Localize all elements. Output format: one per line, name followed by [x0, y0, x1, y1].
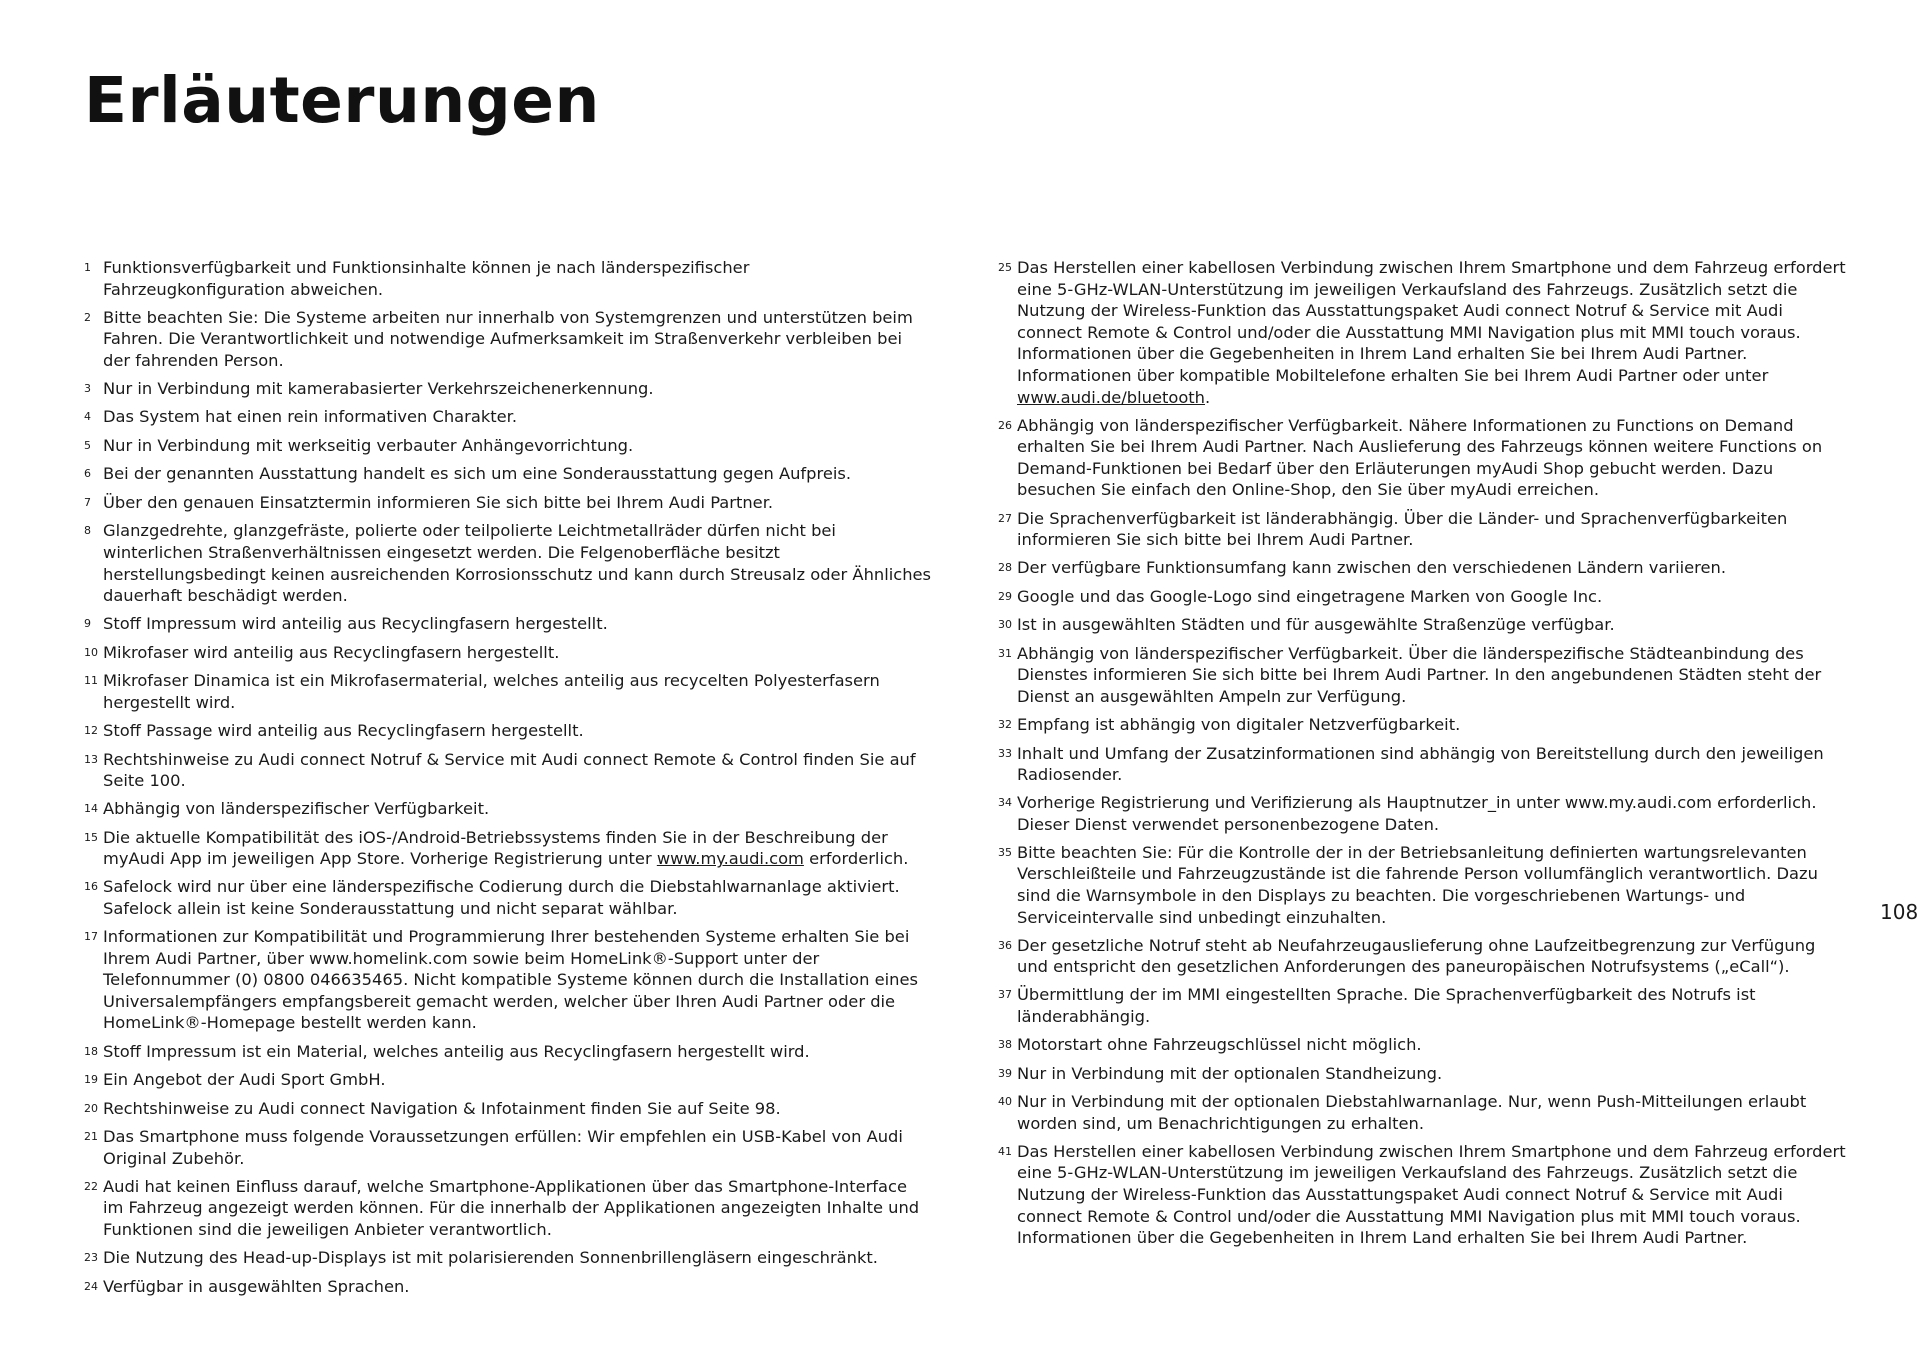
- footnote-text: [1017, 1063, 1850, 1085]
- footnote-item: [84, 642, 932, 664]
- footnote-text: [103, 1247, 932, 1269]
- footnote-item: [998, 586, 1850, 608]
- footnote-number: 31: [998, 646, 1012, 660]
- footnote-number: 7: [84, 495, 91, 509]
- footnote-body: Motorstart ohne Fahrzeugschlüssel nicht möglich.: [1017, 1035, 1422, 1055]
- footnote-item: [84, 1276, 932, 1298]
- footnote-text: [1017, 842, 1850, 928]
- footnote-number: 21: [84, 1130, 98, 1144]
- notes-column-right: [998, 257, 1850, 1255]
- footnote-text: [103, 378, 932, 400]
- page-title: Erläuterungen: [84, 64, 600, 137]
- footnote-item: [84, 463, 932, 485]
- footnote-item: [998, 984, 1850, 1027]
- footnote-item: [84, 492, 932, 514]
- footnote-number: 40: [998, 1095, 1012, 1109]
- footnote-body: Der gesetzliche Notruf steht ab Neufahrzeugauslieferung ohne Laufzeitbegrenzung zur Verfügung und entspricht den gesetzlichen Anforderungen des paneuropäischen Notrufsystems („eCall“).: [1017, 935, 1816, 977]
- footnote-link[interactable]: www.my.audi.com: [656, 849, 804, 869]
- footnote-item: [998, 714, 1850, 736]
- footnote-item: [998, 1141, 1850, 1249]
- footnote-text: [103, 307, 932, 372]
- footnote-item: [84, 1126, 932, 1169]
- footnote-body: Safelock wird nur über eine länderspezifische Codierung durch die Diebstahlwarnanlage aktiviert. Safelock allein ist keine Sonderausstattung und nicht separat wählbar.: [103, 877, 900, 918]
- footnote-item: [84, 307, 932, 372]
- footnote-item: [998, 792, 1850, 835]
- footnote-item: [998, 1063, 1850, 1085]
- footnote-number: 37: [998, 988, 1012, 1002]
- footnote-number: 20: [84, 1101, 98, 1115]
- footnote-body: Ist in ausgewählten Städten und für ausgewählte Straßenzüge verfügbar.: [1017, 615, 1615, 635]
- footnote-body: Abhängig von länderspezifischer Verfügbarkeit. Über die länderspezifische Städteanbindung des Dienstes informieren Sie sich bitte bei Ihrem Audi Partner. In den angebundenen Städten steht der Dienst an ausgewählten Ampeln zur Verfügung.: [1017, 643, 1822, 706]
- footnote-body: Stoff Passage wird anteilig aus Recyclingfasern hergestellt.: [103, 721, 584, 741]
- footnote-number: 38: [998, 1038, 1012, 1052]
- footnote-number: 32: [998, 718, 1012, 731]
- footnote-item: [998, 643, 1850, 708]
- footnote-number: 15: [84, 830, 98, 844]
- footnote-number: 4: [84, 410, 91, 424]
- footnote-item: [998, 257, 1850, 408]
- footnote-text: [1017, 792, 1850, 835]
- footnote-number: 3: [84, 381, 91, 395]
- footnote-text: [103, 642, 932, 664]
- footnote-number: 34: [998, 796, 1012, 810]
- footnote-number: 39: [998, 1066, 1012, 1080]
- footnote-number: 23: [84, 1251, 98, 1265]
- footnote-number: 41: [998, 1144, 1012, 1158]
- footnote-text: [1017, 1034, 1850, 1056]
- footnote-body: Informationen zur Kompatibilität und Programmierung Ihrer bestehenden Systeme erhalten Sie bei Ihrem Audi Partner, über www.homelink.com sowie beim HomeLink®-Support unter der Telefonnummer (0) 0800 046635465. Nicht kompatible Systeme können durch die Installation eines Universalempfängers empfangsbereit gemacht werden, welcher über Ihren Audi Partner oder die HomeLink®-Homepage bestellt werden kann.: [103, 927, 918, 1033]
- footnote-body: Vorherige Registrierung und Verifizierung als Hauptnutzer_in unter www.my.audi.com erforderlich. Dieser Dienst verwendet personenbezogene Daten.: [1017, 793, 1817, 834]
- footnote-text: [1017, 643, 1850, 708]
- footnote-text: [103, 827, 932, 870]
- footnote-text: [103, 749, 932, 792]
- footnote-number: 35: [998, 845, 1012, 859]
- footnote-link[interactable]: www.audi.de/bluetooth: [1017, 387, 1205, 407]
- footnote-body: Das Herstellen einer kabellosen Verbindung zwischen Ihrem Smartphone und dem Fahrzeug erfordert eine 5-GHz-WLAN-Unterstützung im jeweiligen Verkaufsland des Fahrzeugs. Zusätzlich setzt die Nutzung der Wireless-Funktion das Ausstattungspaket Audi connect Notruf & Service mit Audi connect Remote & Control und/oder die Ausstattung MMI Navigation plus mit MMI touch voraus. Informationen über die Gegebenheiten in Ihrem Land erhalten Sie bei Ihrem Audi Partner.: [1017, 1141, 1846, 1248]
- footnote-number: 5: [84, 438, 91, 452]
- footnote-number: 16: [84, 880, 98, 894]
- footnote-text: [1017, 614, 1850, 636]
- footnote-body: Ein Angebot der Audi Sport GmbH.: [103, 1070, 386, 1090]
- footnote-body: Abhängig von länderspezifischer Verfügbarkeit.: [103, 799, 490, 819]
- footnote-number: 1: [84, 261, 91, 274]
- footnote-body: Über den genauen Einsatztermin informieren Sie sich bitte bei Ihrem Audi Partner.: [103, 492, 774, 512]
- footnote-item: [998, 508, 1850, 551]
- footnote-text: [103, 1176, 932, 1241]
- footnote-body: Nur in Verbindung mit kamerabasierter Verkehrszeichenerkennung.: [103, 378, 654, 398]
- footnote-item: [998, 557, 1850, 579]
- footnote-number: 10: [84, 645, 98, 659]
- footnote-number: 24: [84, 1279, 98, 1293]
- footnote-number: 9: [84, 617, 91, 631]
- footnote-body: Mikrofaser Dinamica ist ein Mikrofasermaterial, welches anteilig aus recycelten Polyesterfasern hergestellt wird.: [103, 671, 880, 712]
- footnote-body: Stoff Impressum ist ein Material, welches anteilig aus Recyclingfasern hergestellt wird.: [103, 1041, 810, 1061]
- footnote-item: [84, 520, 932, 606]
- footnote-text: [103, 1069, 932, 1091]
- footnote-item: [84, 257, 932, 300]
- footnote-text: [1017, 714, 1850, 736]
- footnote-number: 14: [84, 802, 98, 816]
- footnote-item: [998, 842, 1850, 928]
- footnote-item: [84, 1041, 932, 1063]
- footnote-number: 36: [998, 938, 1012, 952]
- footnote-text: [1017, 557, 1850, 579]
- footnote-body: Bei der genannten Ausstattung handelt es sich um eine Sonderausstattung gegen Aufpreis.: [103, 464, 852, 484]
- footnote-body: Das System hat einen rein informativen Charakter.: [103, 407, 518, 427]
- footnote-number: 19: [84, 1073, 98, 1087]
- footnote-text: [1017, 935, 1850, 978]
- footnote-text: [103, 876, 932, 919]
- footnote-item: [84, 1247, 932, 1269]
- footnote-number: 6: [84, 467, 91, 481]
- footnote-text: [1017, 984, 1850, 1027]
- footnote-item: [84, 749, 932, 792]
- footnote-body: Audi hat keinen Einfluss darauf, welche Smartphone-Applikationen über das Smartphone-Interface im Fahrzeug angezeigt werden können. Für die innerhalb der Applikationen angezeigten Inhalte und Funktionen sind die jeweiligen Anbieter verantwortlich.: [103, 1176, 920, 1239]
- footnote-number: 18: [84, 1044, 98, 1058]
- footnote-body: Empfang ist abhängig von digitaler Netzverfügbarkeit.: [1017, 715, 1461, 734]
- footnote-text: [103, 670, 932, 713]
- footnote-text: [1017, 586, 1850, 608]
- footnote-text: [103, 926, 932, 1034]
- footnote-body: Glanzgedrehte, glanzgefräste, polierte oder teilpolierte Leichtmetallräder dürfen nicht bei winterlichen Straßenverhältnissen eingesetzt werden. Die Felgenoberfläche besitzt herstellungsbedingt keinen ausreichenden Korrosionsschutz und kann durch Streusalz oder Ähnliches dauerhaft beschädigt werden.: [103, 521, 932, 606]
- page-number: 108: [1880, 900, 1919, 924]
- footnote-body: Inhalt und Umfang der Zusatzinformationen sind abhängig von Bereitstellung durch den jeweiligen Radiosender.: [1017, 743, 1824, 785]
- footnote-item: [84, 926, 932, 1034]
- footnote-body: Rechtshinweise zu Audi connect Notruf & Service mit Audi connect Remote & Control finden Sie auf Seite 100.: [103, 749, 916, 791]
- footnote-text: [103, 798, 932, 820]
- footnote-text: [103, 1098, 932, 1120]
- footnote-number: 28: [998, 561, 1012, 575]
- footnote-body: Google und das Google-Logo sind eingetragene Marken von Google Inc.: [1017, 586, 1603, 606]
- footnote-text: [103, 520, 932, 606]
- footnote-body: Rechtshinweise zu Audi connect Navigation & Infotainment finden Sie auf Seite 98.: [103, 1098, 781, 1118]
- notes-column-left: [84, 257, 932, 1304]
- footnote-body: Übermittlung der im MMI eingestellten Sprache. Die Sprachenverfügbarkeit des Notrufs ist länderabhängig.: [1017, 985, 1756, 1027]
- footnote-text: [103, 463, 932, 485]
- footnote-number: 29: [998, 589, 1012, 603]
- footnote-body: Die Sprachenverfügbarkeit ist länderabhängig. Über die Länder- und Sprachenverfügbarkeiten informieren Sie sich bitte bei Ihrem Audi Partner.: [1017, 508, 1788, 550]
- footnote-body: Der verfügbare Funktionsumfang kann zwischen den verschiedenen Ländern variieren.: [1017, 558, 1727, 578]
- footnote-item: [84, 378, 932, 400]
- footnote-number: 17: [84, 930, 98, 944]
- footnote-body: Das Herstellen einer kabellosen Verbindung zwischen Ihrem Smartphone und dem Fahrzeug erfordert eine 5-GHz-WLAN-Unterstützung im jeweiligen Verkaufsland des Fahrzeugs. Zusätzlich setzt die Nutzung der Wireless-Funktion das Ausstattungspaket Audi connect Notruf & Service mit Audi connect Remote & Control und/oder die Ausstattung MMI Navigation plus mit MMI touch voraus. Informationen über die Gegebenheiten in Ihrem Land erhalten Sie bei Ihrem Audi Partner. Informationen über kompatible Mobiltelefone erhalten Sie bei Ihrem Audi Partner oder unter: [1017, 258, 1846, 385]
- footnote-item: [84, 670, 932, 713]
- footnote-text: [103, 435, 932, 457]
- footnote-body: Abhängig von länderspezifischer Verfügbarkeit. Nähere Informationen zu Functions on Demand erhalten Sie bei Ihrem Audi Partner. Nach Auslieferung des Fahrzeugs können weitere Functions on Demand-Funktionen bei Bedarf über den Erläuterungen myAudi Shop gebucht werden. Dazu besuchen Sie einfach den Online-Shop, den Sie über myAudi erreichen.: [1017, 415, 1823, 500]
- footnote-text: [103, 492, 932, 514]
- footnote-body: Das Smartphone muss folgende Voraussetzungen erfüllen: Wir empfehlen ein USB-Kabel von Audi Original Zubehör.: [103, 1127, 903, 1168]
- footnote-text: [103, 257, 932, 300]
- footnote-number: 8: [84, 524, 91, 538]
- footnote-body: Nur in Verbindung mit der optionalen Standheizung.: [1017, 1063, 1443, 1083]
- footnote-item: [84, 1176, 932, 1241]
- footnote-text: [103, 1126, 932, 1169]
- footnote-body: Funktionsverfügbarkeit und Funktionsinhalte können je nach länderspezifischer Fahrzeugkonfiguration abweichen.: [103, 258, 750, 299]
- footnote-text: [103, 613, 932, 635]
- footnote-item: [998, 935, 1850, 978]
- footnote-number: 12: [84, 724, 98, 738]
- footnote-body: Nur in Verbindung mit der optionalen Diebstahlwarnanlage. Nur, wenn Push-Mitteilungen erlaubt worden sind, um Benachrichtigungen zu erhalten.: [1017, 1092, 1807, 1133]
- footnote-body-end: .: [1205, 387, 1211, 407]
- footnote-body: Die aktuelle Kompatibilität des iOS-/Android-Betriebssystems finden Sie in der Beschreibung der myAudi App im jeweiligen App Store. Vorherige Registrierung unter: [103, 827, 888, 869]
- footnote-number: 26: [998, 418, 1012, 432]
- footnote-text: [103, 720, 932, 742]
- footnote-number: 11: [84, 674, 98, 688]
- footnote-item: [84, 720, 932, 742]
- footnote-text: [1017, 1091, 1850, 1134]
- footnote-item: [84, 435, 932, 457]
- footnote-item: [998, 1034, 1850, 1056]
- footnote-item: [84, 613, 932, 635]
- footnote-item: [84, 876, 932, 919]
- footnote-text: [103, 1276, 932, 1298]
- footnote-text: [1017, 257, 1850, 408]
- footnote-item: [84, 1069, 932, 1091]
- footnote-text: [1017, 1141, 1850, 1249]
- footnote-item: [998, 743, 1850, 786]
- footnote-number: 27: [998, 511, 1012, 525]
- footnote-item: [84, 827, 932, 870]
- footnote-item: [998, 614, 1850, 636]
- footnote-item: [84, 798, 932, 820]
- footnote-body: Mikrofaser wird anteilig aus Recyclingfasern hergestellt.: [103, 642, 560, 662]
- footnote-body-end: erforderlich.: [803, 849, 909, 869]
- footnote-text: [1017, 415, 1850, 501]
- footnote-text: [103, 406, 932, 428]
- footnote-item: [84, 406, 932, 428]
- footnote-body: Nur in Verbindung mit werkseitig verbauter Anhängevorrichtung.: [103, 435, 634, 455]
- footnote-number: 13: [84, 752, 98, 766]
- footnote-body: Die Nutzung des Head-up-Displays ist mit polarisierenden Sonnenbrillengläsern eingeschränkt.: [103, 1248, 878, 1268]
- footnote-body: Verfügbar in ausgewählten Sprachen.: [103, 1276, 410, 1296]
- footnote-body: Bitte beachten Sie: Für die Kontrolle der in der Betriebsanleitung definierten wartungsrelevanten Verschleißteile und Fahrzeugzustände ist die fahrende Person vollumfänglich verantwortlich. Dazu sind die Warnsymbole in den Displays zu beachten. Die vorgeschriebenen Wartungs- und Serviceintervalle sind unbedingt einzuhalten.: [1017, 842, 1818, 927]
- footnote-body: Bitte beachten Sie: Die Systeme arbeiten nur innerhalb von Systemgrenzen und unterstützen beim Fahren. Die Verantwortlichkeit und notwendige Aufmerksamkeit im Straßenverkehr verbleiben bei der fahrenden Person.: [103, 307, 913, 370]
- footnote-item: [998, 1091, 1850, 1134]
- footnote-body: Stoff Impressum wird anteilig aus Recyclingfasern hergestellt.: [103, 614, 608, 634]
- footnote-number: 33: [998, 746, 1012, 760]
- footnote-item: [84, 1098, 932, 1120]
- footnote-text: [1017, 508, 1850, 551]
- footnote-number: 2: [84, 310, 91, 324]
- footnote-text: [1017, 743, 1850, 786]
- footnote-number: 30: [998, 618, 1012, 632]
- footnote-item: [998, 415, 1850, 501]
- footnote-number: 22: [84, 1179, 98, 1193]
- footnote-text: [103, 1041, 932, 1063]
- footnote-number: 25: [998, 261, 1012, 274]
